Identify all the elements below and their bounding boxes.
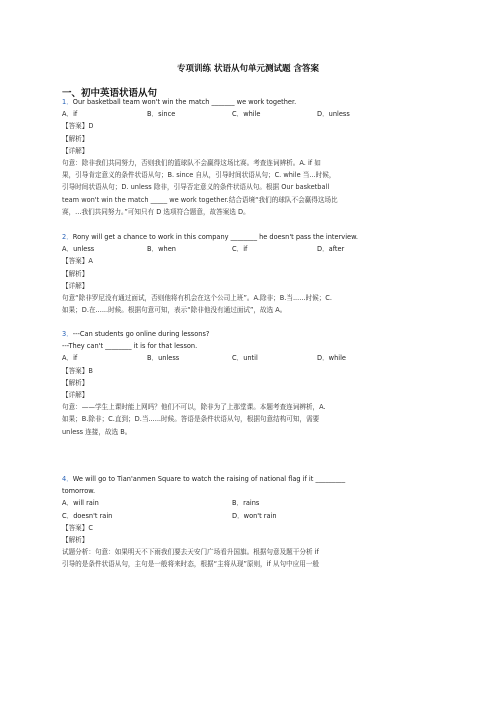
question-stem	[62, 473, 442, 485]
option-b: B．since	[147, 110, 176, 119]
question-text: We will go to Tian'anmen Square to watch the raising of national flag if it _________	[72, 475, 346, 483]
options-row	[62, 108, 442, 120]
parse-label: 【解析】	[62, 269, 89, 278]
document-title: 专项训练 状语从句单元测试题 含答案	[177, 64, 319, 74]
explanation-line: 试题分析：句意：如果明天不下雨我们要去天安门广场看升国旗。根据句意及题干分析 if	[62, 548, 319, 557]
options-row	[62, 510, 442, 522]
question-3	[62, 328, 442, 438]
question-stem	[62, 96, 442, 108]
options-row	[62, 243, 442, 255]
answer-label: 【答案】C	[62, 523, 93, 532]
option-a: A．will rain	[62, 499, 99, 508]
explanation-line: 句意“除非罗尼没有通过面试，否则他将有机会在这个公司上班”。A.除非；B.当......时候；C.	[62, 294, 332, 303]
question-4	[62, 473, 442, 571]
explanation-line: 引导时间状语从句；D. unless 除非，引导否定意义的条件状语从句。根据 Our basketball	[62, 183, 330, 192]
explanation-line: 引导的是条件状语从句，主句是一般将来时态，根据“主将从现”原则，if 从句中应用一般	[62, 560, 320, 569]
option-c: C．doesn't rain	[62, 511, 113, 520]
explanation-line: 赛，...我们共同努力。”可知只有 D 选项符合题意，故答案选 D。	[62, 207, 250, 216]
answer-label: 【答案】B	[62, 366, 93, 375]
options-row	[62, 352, 442, 364]
explanation-line: team won't win the match _____ we work together.结合语境“我们的球队不会赢得这场比	[62, 195, 338, 204]
option-b: B．rains	[232, 499, 260, 508]
option-c: C．if	[232, 245, 248, 254]
section-heading: 一、初中英语状语从句	[62, 88, 158, 99]
question-number: 2．	[62, 233, 73, 241]
question-stem	[62, 328, 442, 340]
question-stem-cont: tomorrow.	[62, 487, 96, 496]
detail-label: 【详解】	[62, 281, 89, 290]
detail-label: 【详解】	[62, 146, 89, 155]
option-a: A．if	[62, 110, 78, 119]
question-stem	[62, 231, 442, 243]
option-b: B．unless	[147, 354, 180, 363]
parse-label: 【解析】	[62, 536, 89, 545]
question-number: 3．	[62, 330, 73, 338]
question-text: Rony will get a chance to work in this company ________ he doesn't pass the interview.	[72, 233, 358, 241]
explanation-line: 句意：——学生上课时能上网吗？他们不可以，除非为了上那堂课。本题考查连词辨析，A.	[62, 403, 326, 412]
question-text: ---Can students go online during lessons?	[72, 330, 210, 338]
explanation-line: 果，引导肯定意义的条件状语从句；B. since 自从，引导时间状语从句；C. while 当...时候，	[62, 171, 336, 180]
question-stem-cont: ---They can't ________ it is for that lesson.	[62, 342, 198, 351]
answer-label: 【答案】A	[62, 257, 93, 266]
parse-label: 【解析】	[62, 378, 89, 387]
question-number: 4．	[62, 475, 73, 483]
option-d: D．won't rain	[232, 511, 277, 520]
parse-label: 【解析】	[62, 134, 89, 143]
options-row	[62, 497, 442, 509]
option-d: D．while	[317, 354, 346, 363]
option-d: D．after	[317, 245, 345, 254]
option-c: C．until	[232, 354, 258, 363]
explanation-line: unless 连接，故选 B。	[62, 427, 132, 436]
option-a: A．unless	[62, 245, 95, 254]
explanation-line: 如果；D.在......时候。根据句意可知，表示“除非他没有通过面试”，故选 A。	[62, 306, 287, 315]
explanation-line: 句意：除非我们共同努力，否则我们的篮球队不会赢得这场比赛。考查连词辨析。A. if 如	[62, 159, 321, 168]
option-a: A．if	[62, 354, 78, 363]
question-text: Our basketball team won't win the match _______ we work together.	[72, 98, 297, 106]
question-number: 1．	[62, 98, 73, 106]
option-b: B．when	[147, 245, 176, 254]
question-1	[62, 96, 442, 218]
explanation-line: 如果；B.除非；C.直到；D.当......时候。答语是条件状语从句，根据句意结构可知，需要	[62, 415, 320, 424]
option-c: C．while	[232, 110, 261, 119]
answer-label: 【答案】D	[62, 122, 94, 131]
question-2	[62, 231, 442, 316]
option-d: D．unless	[317, 110, 350, 119]
detail-label: 【详解】	[62, 391, 89, 400]
